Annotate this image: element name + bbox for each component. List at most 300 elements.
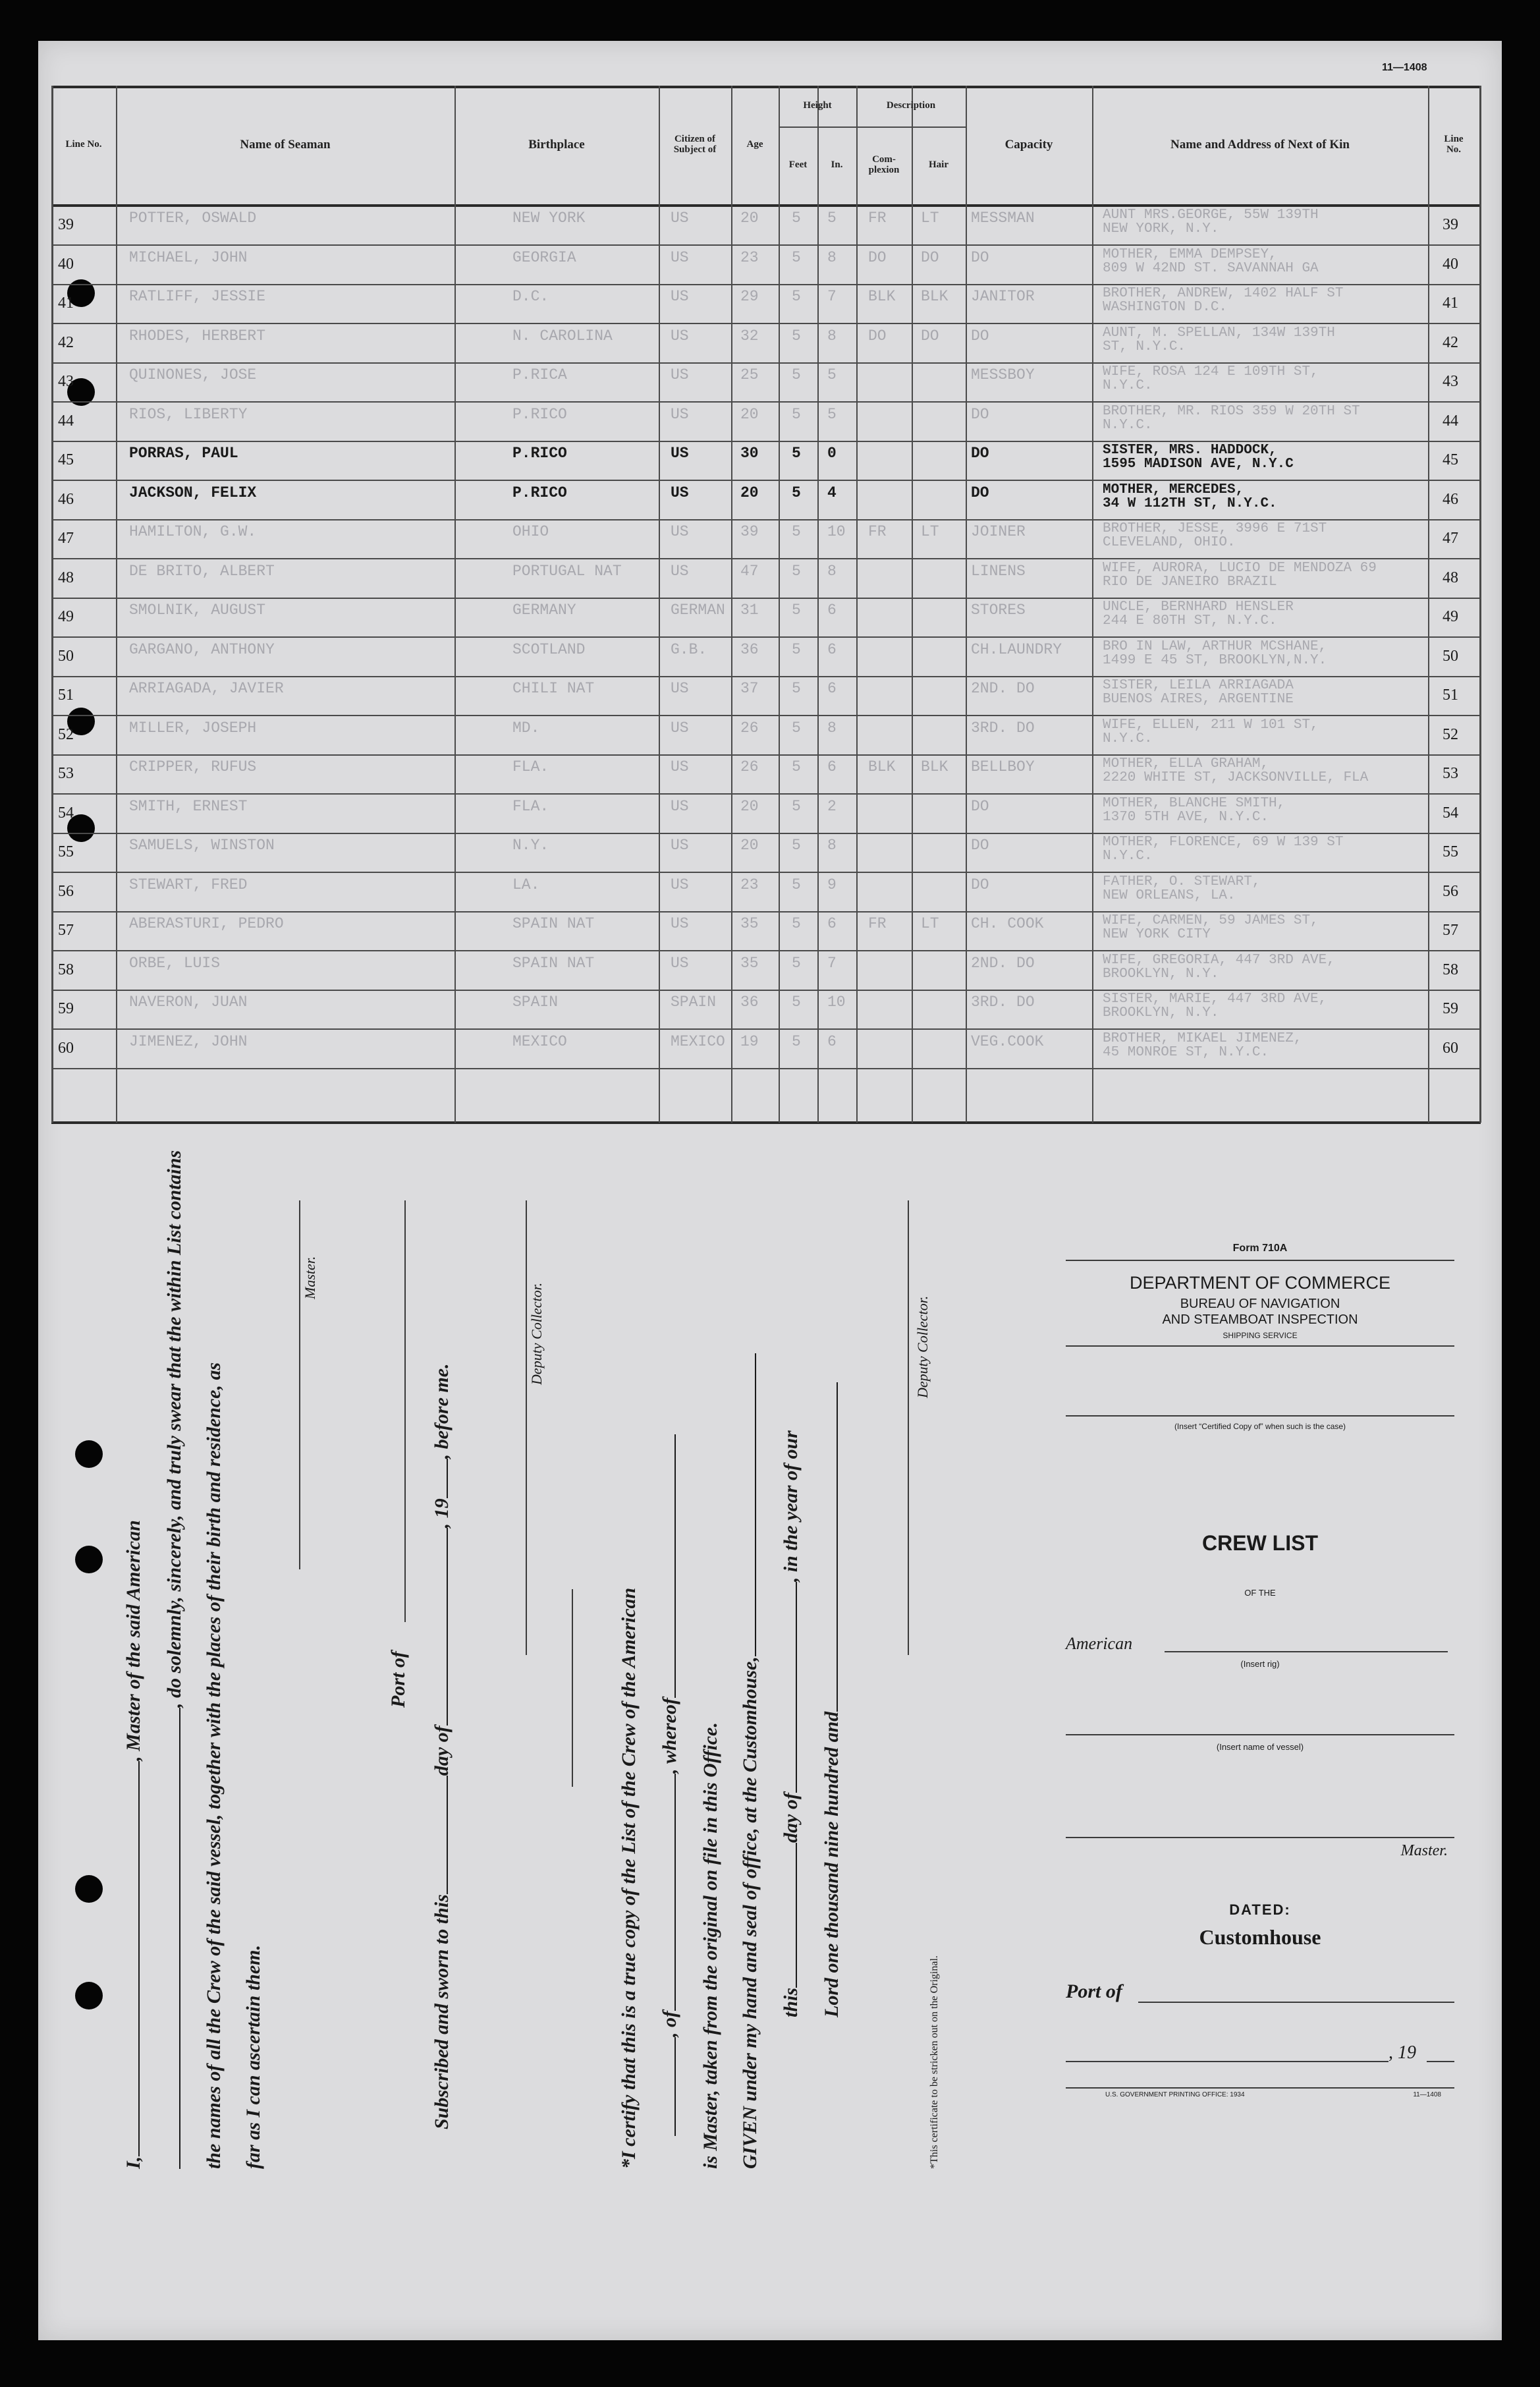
complexion: BLK bbox=[868, 289, 896, 304]
line-number: 44 bbox=[58, 412, 74, 430]
cert-year-text: , in the year of our bbox=[780, 1430, 802, 1583]
kin-line-2: RIO DE JANEIRO BRAZIL bbox=[1103, 574, 1277, 589]
kin-line-1: MOTHER, BLANCHE SMITH, bbox=[1103, 796, 1286, 811]
line-number-right: 53 bbox=[1443, 765, 1458, 782]
height-feet: 5 bbox=[792, 446, 801, 461]
kin-line-2: 1595 MADISON AVE, N.Y.C bbox=[1103, 457, 1294, 471]
seal-line bbox=[572, 1589, 573, 1787]
complexion: FR bbox=[868, 916, 887, 931]
height-inches: 5 bbox=[827, 211, 837, 225]
table-row bbox=[51, 716, 1481, 754]
line-number: 59 bbox=[58, 1000, 74, 1017]
kin-line-2: 45 MONROE ST, N.Y.C. bbox=[1103, 1044, 1269, 1059]
age: 20 bbox=[740, 407, 759, 422]
kin-line-2: 34 W 112TH ST, N.Y.C. bbox=[1103, 495, 1277, 511]
line-number-right: 52 bbox=[1443, 725, 1458, 743]
kin-line-1: UNCLE, BERNHARD HENSLER bbox=[1103, 600, 1294, 615]
seaman-name: ORBE, LUIS bbox=[129, 955, 221, 970]
kin-line-2: NEW YORK CITY bbox=[1103, 927, 1211, 941]
header-birthplace: Birthplace bbox=[528, 138, 585, 152]
height-inches: 6 bbox=[827, 642, 837, 657]
complexion: DO bbox=[868, 328, 887, 343]
height-feet: 5 bbox=[792, 211, 801, 225]
next-of-kin bbox=[1103, 561, 1425, 589]
line-number-right: 48 bbox=[1443, 569, 1458, 586]
height-inches: 7 bbox=[827, 289, 837, 304]
kin-line-1: MOTHER, ELLA GRAHAM, bbox=[1103, 757, 1269, 772]
complexion: BLK bbox=[868, 760, 896, 774]
birthplace: FLA. bbox=[512, 799, 549, 814]
table-row bbox=[51, 480, 1481, 519]
table-row bbox=[51, 362, 1481, 401]
line-number-right: 46 bbox=[1443, 490, 1458, 508]
certified-copy-line[interactable] bbox=[1066, 1415, 1454, 1417]
citizenship: US bbox=[671, 368, 689, 382]
height-inches: 5 bbox=[827, 407, 837, 422]
citizenship: US bbox=[671, 328, 689, 343]
height-inches: 6 bbox=[827, 916, 837, 931]
seaman-name: DE BRITO, ALBERT bbox=[129, 563, 275, 578]
line-number: 56 bbox=[58, 882, 74, 900]
master-label: Master. bbox=[302, 1256, 318, 1299]
line-number-right: 60 bbox=[1443, 1039, 1458, 1057]
height-feet: 5 bbox=[792, 289, 801, 304]
height-inches: 8 bbox=[827, 563, 837, 578]
master-line[interactable] bbox=[1066, 1837, 1454, 1838]
height-inches: 6 bbox=[827, 603, 837, 617]
next-of-kin bbox=[1103, 797, 1425, 824]
home-port-blank[interactable] bbox=[659, 1774, 676, 2011]
kin-line-2: WASHINGTON D.C. bbox=[1103, 300, 1228, 314]
header-citizen: Citizen of Subject of bbox=[673, 134, 717, 155]
table-row bbox=[51, 245, 1481, 284]
certificate-line-3: is Master, taken from the original on file in this Office. bbox=[700, 1722, 721, 2169]
port-of-line-cover[interactable] bbox=[1138, 2002, 1454, 2003]
birthplace: P.RICO bbox=[512, 485, 567, 500]
next-of-kin bbox=[1103, 679, 1425, 706]
capacity: MESSBOY bbox=[971, 368, 1035, 382]
table-row bbox=[51, 441, 1481, 480]
height-inches: 4 bbox=[827, 485, 837, 500]
age: 26 bbox=[740, 760, 759, 774]
seaman-name: JIMENEZ, JOHN bbox=[129, 1034, 248, 1049]
birthplace: OHIO bbox=[512, 524, 549, 539]
kin-line-2: 1370 5TH AVE, N.Y.C. bbox=[1103, 809, 1269, 824]
table-row bbox=[51, 206, 1481, 244]
birthplace: P.RICO bbox=[512, 407, 567, 422]
hair: LT bbox=[921, 916, 939, 931]
port-of-label: Port of bbox=[387, 1651, 409, 1708]
oath-line-4: far as I can ascertain them. bbox=[242, 1944, 264, 2169]
kin-line-2: N.Y.C. bbox=[1103, 417, 1153, 432]
seaman-name: RHODES, HERBERT bbox=[129, 328, 266, 343]
oath-line-2 bbox=[163, 1150, 186, 2169]
cert-month-blank[interactable] bbox=[780, 1582, 797, 1793]
kin-line-2: ST, N.Y.C. bbox=[1103, 339, 1186, 354]
line-number: 39 bbox=[58, 216, 74, 233]
form-code-top: 11—1408 bbox=[1382, 62, 1427, 73]
birthplace: GERMANY bbox=[512, 603, 576, 617]
kin-line-2: 244 E 80TH ST, N.Y.C. bbox=[1103, 613, 1277, 628]
master-signature-line[interactable] bbox=[299, 1200, 300, 1569]
birthplace: GEORGIA bbox=[512, 250, 576, 265]
hair: BLK bbox=[921, 760, 949, 774]
line-number-right: 51 bbox=[1443, 687, 1458, 704]
line-number: 48 bbox=[58, 569, 74, 586]
citizenship: US bbox=[671, 720, 689, 735]
kin-line-1: AUNT, M. SPELLAN, 134W 139TH bbox=[1103, 325, 1335, 341]
table-row bbox=[51, 323, 1481, 362]
height-feet: 5 bbox=[792, 563, 801, 578]
kin-line-2: NEW ORLEANS, LA. bbox=[1103, 887, 1236, 903]
seaman-name: MICHAEL, JOHN bbox=[129, 250, 248, 265]
vessel-blank[interactable] bbox=[659, 2037, 676, 2136]
header-feet: Feet bbox=[788, 159, 808, 171]
kin-line-1: BROTHER, JESSE, 3996 E 71ST bbox=[1103, 522, 1327, 536]
citizenship: US bbox=[671, 250, 689, 265]
kin-line-1: BRO IN LAW, ARTHUR MCSHANE, bbox=[1103, 639, 1327, 654]
line-number-right: 42 bbox=[1443, 333, 1458, 351]
line-number-right: 58 bbox=[1443, 961, 1458, 978]
height-feet: 5 bbox=[792, 720, 801, 735]
insert-vessel-note: (Insert name of vessel) bbox=[1216, 1742, 1304, 1752]
height-feet: 5 bbox=[792, 916, 801, 931]
next-of-kin bbox=[1103, 835, 1425, 863]
age: 35 bbox=[740, 916, 759, 931]
kin-line-1: MOTHER, MERCEDES, bbox=[1103, 482, 1244, 497]
punch-hole bbox=[75, 1875, 103, 1903]
citizenship: US bbox=[671, 916, 689, 931]
citizenship: US bbox=[671, 211, 689, 225]
next-of-kin bbox=[1103, 1032, 1425, 1059]
kin-line-1: SISTER, MRS. HADDOCK, bbox=[1103, 443, 1277, 458]
line-number: 51 bbox=[58, 687, 74, 704]
cert-year-blank[interactable] bbox=[821, 1382, 838, 1712]
line-number: 42 bbox=[58, 333, 74, 351]
citizenship: US bbox=[671, 799, 689, 814]
year-prefix: , 19 bbox=[431, 1498, 453, 1529]
certificate-line-4 bbox=[739, 1353, 761, 2169]
capacity: MESSMAN bbox=[971, 211, 1035, 225]
vessel-name-line[interactable] bbox=[1066, 1734, 1454, 1735]
next-of-kin bbox=[1103, 326, 1425, 354]
seaman-name: CRIPPER, RUFUS bbox=[129, 760, 257, 774]
header-name-of-seaman: Name of Seaman bbox=[240, 138, 331, 152]
table-row bbox=[51, 911, 1481, 950]
age: 23 bbox=[740, 250, 759, 265]
line-number: 52 bbox=[58, 725, 74, 743]
height-inches: 9 bbox=[827, 877, 837, 892]
kin-line-2: 2220 WHITE ST, JACKSONVILLE, FLA bbox=[1103, 770, 1369, 785]
capacity: DO bbox=[971, 838, 989, 853]
height-inches: 10 bbox=[827, 524, 846, 539]
height-inches: 8 bbox=[827, 328, 837, 343]
line-number: 55 bbox=[58, 843, 74, 860]
birthplace: D.C. bbox=[512, 289, 549, 304]
age: 37 bbox=[740, 681, 759, 696]
capacity: CH. COOK bbox=[971, 916, 1044, 931]
customhouse-blank[interactable] bbox=[739, 1353, 756, 1656]
port-of-line[interactable] bbox=[404, 1200, 406, 1622]
capacity: DO bbox=[971, 250, 989, 265]
oath-suffix: , Master of the said American bbox=[123, 1520, 144, 1761]
header-capacity: Capacity bbox=[1004, 138, 1053, 152]
vessel-name-blank[interactable] bbox=[163, 1708, 180, 2169]
age: 26 bbox=[740, 720, 759, 735]
port-of-label-cover: Port of bbox=[1066, 1980, 1122, 2002]
citizenship: US bbox=[671, 407, 689, 422]
kin-line-2: NEW YORK, N.Y. bbox=[1103, 221, 1219, 236]
american-label: American bbox=[1066, 1634, 1133, 1653]
seaman-name: GARGANO, ANTHONY bbox=[129, 642, 275, 657]
certificate-line-5 bbox=[780, 1430, 802, 2017]
kin-line-2: BROOKLYN, N.Y. bbox=[1103, 966, 1219, 981]
height-feet: 5 bbox=[792, 368, 801, 382]
line-number-right: 49 bbox=[1443, 608, 1458, 625]
height-feet: 5 bbox=[792, 799, 801, 814]
rig-line[interactable] bbox=[1165, 1651, 1448, 1652]
kin-line-2: 1499 E 45 ST, BROOKLYN,N.Y. bbox=[1103, 652, 1327, 667]
birthplace: FLA. bbox=[512, 760, 549, 774]
cert-day-blank[interactable] bbox=[780, 1843, 797, 1988]
next-of-kin bbox=[1103, 522, 1425, 549]
seaman-name: MILLER, JOSEPH bbox=[129, 720, 257, 735]
citizenship: G.B. bbox=[671, 642, 707, 657]
row-divider bbox=[51, 1068, 1481, 1069]
table-row bbox=[51, 1029, 1481, 1068]
form-code-bottom: 11—1408 bbox=[1413, 2091, 1441, 2098]
shipping-service: SHIPPING SERVICE bbox=[1223, 1331, 1298, 1340]
next-of-kin bbox=[1103, 208, 1425, 236]
subscribed-day-blank[interactable] bbox=[431, 1776, 448, 1894]
age: 20 bbox=[740, 211, 759, 225]
oath-line-1 bbox=[123, 1520, 145, 2169]
age: 23 bbox=[740, 877, 759, 892]
punch-hole bbox=[75, 1546, 103, 1573]
citizenship: US bbox=[671, 838, 689, 853]
kin-line-2: N.Y.C. bbox=[1103, 378, 1153, 393]
citizenship: GERMAN bbox=[671, 603, 725, 617]
age: 20 bbox=[740, 838, 759, 853]
document-page bbox=[38, 41, 1502, 2340]
department-title: DEPARTMENT OF COMMERCE bbox=[1129, 1273, 1391, 1293]
birthplace: MEXICO bbox=[512, 1034, 567, 1049]
master-blank[interactable] bbox=[659, 1434, 676, 1698]
hair: DO bbox=[921, 328, 939, 343]
crew-list-title: CREW LIST bbox=[1202, 1531, 1318, 1555]
seaman-name: ARRIAGADA, JAVIER bbox=[129, 681, 284, 696]
header-complexion: Com- plexion bbox=[868, 154, 900, 175]
height-inches: 5 bbox=[827, 368, 837, 382]
dated-label: DATED: bbox=[1229, 1901, 1291, 1918]
height-inches: 6 bbox=[827, 1034, 837, 1049]
line-number-right: 54 bbox=[1443, 804, 1458, 822]
birthplace: SCOTLAND bbox=[512, 642, 586, 657]
kin-line-1: WIFE, AURORA, LUCIO DE MENDOZA 69 bbox=[1103, 561, 1377, 576]
capacity: 2ND. DO bbox=[971, 681, 1035, 696]
bureau-line-1: BUREAU OF NAVIGATION bbox=[1180, 1297, 1340, 1311]
capacity: DO bbox=[971, 328, 989, 343]
line-number-right: 57 bbox=[1443, 922, 1458, 939]
table-row bbox=[51, 990, 1481, 1028]
complexion: FR bbox=[868, 211, 887, 225]
height-feet: 5 bbox=[792, 407, 801, 422]
seaman-name: HAMILTON, G.W. bbox=[129, 524, 257, 539]
hair: LT bbox=[921, 211, 939, 225]
kin-line-1: MOTHER, FLORENCE, 69 W 139 ST bbox=[1103, 835, 1344, 850]
year-line-cover[interactable] bbox=[1427, 2061, 1454, 2062]
age: 20 bbox=[740, 485, 759, 500]
capacity: JOINER bbox=[971, 524, 1026, 539]
next-of-kin bbox=[1103, 953, 1425, 981]
header-line-no: Line No. bbox=[65, 139, 102, 150]
next-of-kin bbox=[1103, 248, 1425, 275]
height-feet: 5 bbox=[792, 877, 801, 892]
height-feet: 5 bbox=[792, 328, 801, 343]
birthplace: MD. bbox=[512, 720, 540, 735]
capacity: DO bbox=[971, 485, 989, 500]
table-row bbox=[51, 519, 1481, 558]
birthplace: P.RICA bbox=[512, 368, 567, 382]
header-height: Height bbox=[803, 100, 832, 111]
capacity: CH.LAUNDRY bbox=[971, 642, 1062, 657]
citizenship: US bbox=[671, 955, 689, 970]
cert-deputy-collector-label: Deputy Collector. bbox=[914, 1295, 931, 1398]
height-feet: 5 bbox=[792, 681, 801, 696]
next-of-kin bbox=[1103, 287, 1425, 314]
deputy-signature-line[interactable] bbox=[526, 1200, 527, 1655]
cert-deputy-signature-line[interactable] bbox=[908, 1200, 909, 1655]
this-text: this bbox=[780, 1987, 802, 2017]
citizenship: US bbox=[671, 877, 689, 892]
kin-line-1: MOTHER, EMMA DEMPSEY, bbox=[1103, 247, 1277, 262]
table-row bbox=[51, 637, 1481, 676]
punch-hole bbox=[75, 1440, 103, 1468]
master-name-blank[interactable] bbox=[123, 1761, 140, 2156]
birthplace: P.RICO bbox=[512, 446, 567, 461]
bureau-line-2: AND STEAMBOAT INSPECTION bbox=[1162, 1312, 1358, 1327]
capacity: STORES bbox=[971, 603, 1026, 617]
line-number: 45 bbox=[58, 451, 74, 468]
kin-line-2: BROOKLYN, N.Y. bbox=[1103, 1005, 1219, 1020]
oath-prefix: I, bbox=[123, 2156, 144, 2169]
header-hair: Hair bbox=[929, 159, 949, 171]
of-the-label: OF THE bbox=[1244, 1588, 1276, 1598]
form-number: Form 710A bbox=[1232, 1243, 1288, 1254]
subscribed-year-blank[interactable] bbox=[431, 1459, 448, 1498]
age: 19 bbox=[740, 1034, 759, 1049]
subscribed-month-blank[interactable] bbox=[431, 1528, 448, 1726]
citizenship: US bbox=[671, 760, 689, 774]
age: 29 bbox=[740, 289, 759, 304]
kin-line-2: CLEVELAND, OHIO. bbox=[1103, 535, 1236, 549]
height-feet: 5 bbox=[792, 760, 801, 774]
height-feet: 5 bbox=[792, 524, 801, 539]
seaman-name: RIOS, LIBERTY bbox=[129, 407, 248, 422]
line-number: 54 bbox=[58, 804, 74, 822]
kin-line-1: WIFE, ROSA 124 E 109TH ST, bbox=[1103, 365, 1319, 379]
age: 31 bbox=[740, 603, 759, 617]
header-inches: In. bbox=[831, 159, 843, 171]
line-number: 47 bbox=[58, 530, 74, 547]
line-number-right: 44 bbox=[1443, 412, 1458, 430]
nineteen-label-cover: , 19 bbox=[1389, 2042, 1416, 2063]
seaman-name: NAVERON, JUAN bbox=[129, 995, 248, 1009]
citizenship: MEXICO bbox=[671, 1034, 725, 1049]
capacity: JANITOR bbox=[971, 289, 1035, 304]
crew-table bbox=[51, 86, 1481, 1123]
certificate-line-1: *I certify that this is a true copy of the List of the Crew of the American bbox=[618, 1587, 640, 2169]
height-inches: 0 bbox=[827, 446, 837, 461]
height-inches: 7 bbox=[827, 955, 837, 970]
birthplace: NEW YORK bbox=[512, 211, 586, 225]
height-inches: 8 bbox=[827, 250, 837, 265]
birthplace: LA. bbox=[512, 877, 540, 892]
capacity: DO bbox=[971, 446, 989, 461]
line-number: 60 bbox=[58, 1039, 74, 1057]
table-row bbox=[51, 951, 1481, 990]
age: 36 bbox=[740, 642, 759, 657]
citizenship: US bbox=[671, 524, 689, 539]
height-inches: 10 bbox=[827, 995, 846, 1009]
table-row bbox=[51, 794, 1481, 833]
kin-line-1: WIFE, ELLEN, 211 W 101 ST, bbox=[1103, 717, 1319, 733]
line-number: 49 bbox=[58, 608, 74, 625]
citizenship: US bbox=[671, 563, 689, 578]
line-number-right: 56 bbox=[1443, 882, 1458, 900]
seaman-name: QUINONES, JOSE bbox=[129, 368, 257, 382]
next-of-kin bbox=[1103, 718, 1425, 746]
kin-line-2: 809 W 42ND ST. SAVANNAH GA bbox=[1103, 260, 1319, 275]
table-row bbox=[51, 676, 1481, 715]
height-feet: 5 bbox=[792, 603, 801, 617]
header-age: Age bbox=[746, 139, 763, 150]
line-number: 50 bbox=[58, 647, 74, 665]
height-feet: 5 bbox=[792, 1034, 801, 1049]
line-number-right: 43 bbox=[1443, 373, 1458, 390]
next-of-kin bbox=[1103, 875, 1425, 903]
seaman-name: JACKSON, FELIX bbox=[129, 485, 257, 500]
seaman-name: POTTER, OSWALD bbox=[129, 211, 257, 225]
insert-rig-note: (Insert rig) bbox=[1240, 1659, 1280, 1669]
kin-line-1: SISTER, LEILA ARRIAGADA bbox=[1103, 679, 1294, 693]
kin-line-1: WIFE, GREGORIA, 447 3RD AVE, bbox=[1103, 953, 1335, 968]
seaman-name: SMOLNIK, AUGUST bbox=[129, 603, 266, 617]
line-number-right: 40 bbox=[1443, 255, 1458, 273]
kin-line-1: BROTHER, MIKAEL JIMENEZ, bbox=[1103, 1031, 1302, 1046]
capacity: BELLBOY bbox=[971, 760, 1035, 774]
age: 36 bbox=[740, 995, 759, 1009]
kin-line-1: BROTHER, MR. RIOS 359 W 20TH ST bbox=[1103, 404, 1360, 419]
citizenship: SPAIN bbox=[671, 995, 717, 1009]
date-line-cover[interactable] bbox=[1066, 2061, 1389, 2062]
cover-panel bbox=[1066, 1243, 1454, 2291]
lord-text: Lord one thousand nine hundred and bbox=[821, 1711, 842, 2017]
age: 30 bbox=[740, 446, 759, 461]
certificate-line-2 bbox=[659, 1434, 681, 2136]
header-line-no-right: Line No. bbox=[1444, 134, 1464, 155]
before-me-text: , before me. bbox=[431, 1363, 453, 1459]
next-of-kin bbox=[1103, 640, 1425, 667]
seaman-name: STEWART, FRED bbox=[129, 877, 248, 892]
certified-copy-note: (Insert “Certified Copy of” when such is the case) bbox=[1174, 1422, 1346, 1431]
height-feet: 5 bbox=[792, 485, 801, 500]
line-number-right: 50 bbox=[1443, 647, 1458, 665]
line-number: 58 bbox=[58, 961, 74, 978]
subscribed-text: Subscribed and sworn to this bbox=[431, 1894, 453, 2129]
citizenship: US bbox=[671, 485, 689, 500]
kin-line-2: BUENOS AIRES, ARGENTINE bbox=[1103, 692, 1294, 706]
